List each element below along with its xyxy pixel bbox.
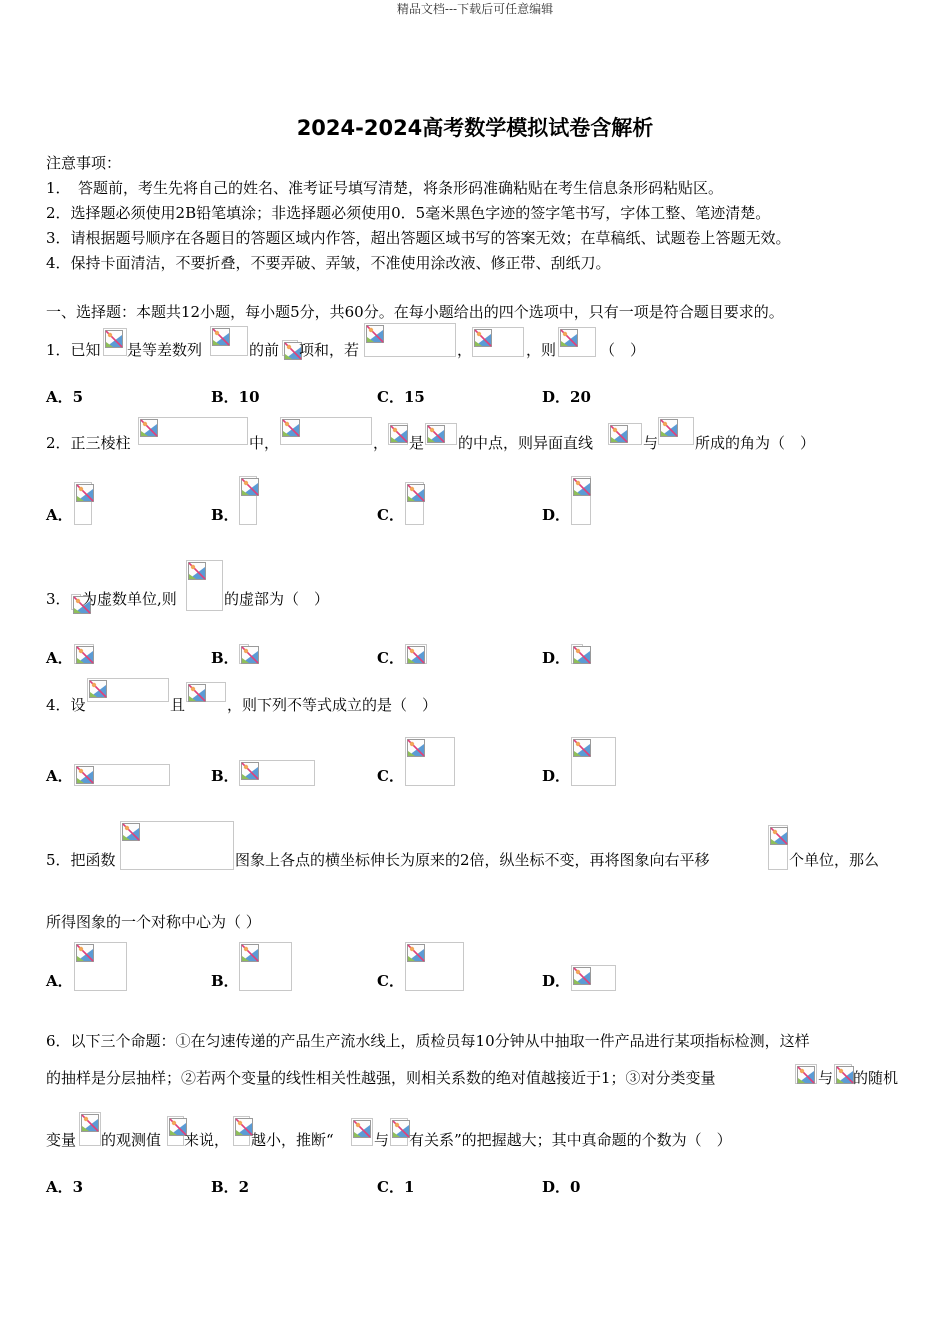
broken-image-icon xyxy=(427,425,445,443)
formula-image xyxy=(282,340,298,356)
q3-text-3: 的虚部为（ ） xyxy=(224,590,330,608)
q6-line-2c: 的随机 xyxy=(853,1069,899,1087)
notice-item-1: 1． 答题前，考生先将自己的姓名、准考证号填写清楚，将条形码准确粘贴在考生信息条形码粘贴区。 xyxy=(46,179,724,197)
formula-image xyxy=(71,594,81,610)
formula-image xyxy=(233,1116,250,1146)
q1-text-5: ， xyxy=(457,341,473,359)
formula-image xyxy=(795,1064,817,1084)
page-title: 2024-2024高考数学模拟试卷含解析 xyxy=(296,116,654,140)
q5-text-3: 个单位，那么 xyxy=(789,851,880,869)
q6-line-3e: 与 xyxy=(374,1131,390,1149)
broken-image-icon xyxy=(81,1114,99,1132)
formula-image xyxy=(74,644,94,664)
formula-image xyxy=(405,482,424,525)
page-header: 精品文档---下载后可任意编辑 xyxy=(396,2,554,16)
notice-item-4: 4．保持卡面清洁，不要折叠，不要弄破、弄皱，不准使用涂改液、修正带、刮纸刀。 xyxy=(46,254,611,272)
q6-option-a: A．3 xyxy=(46,1178,84,1196)
formula-image xyxy=(103,328,127,356)
formula-image xyxy=(239,644,249,664)
broken-image-icon xyxy=(407,944,425,962)
q1-text-4: 项和，若 xyxy=(299,341,360,359)
q2-option-c: C． xyxy=(377,506,404,524)
broken-image-icon xyxy=(76,484,94,502)
q6-line-2b: 与 xyxy=(818,1069,834,1087)
q3-option-a: A． xyxy=(46,649,73,667)
q5-text-2: 图象上各点的横坐标伸长为原来的2倍，纵坐标不变，再将图象向右平移 xyxy=(235,851,710,869)
q4-text-2: 且 xyxy=(170,696,186,714)
broken-image-icon xyxy=(573,739,591,757)
q5-option-b: B． xyxy=(211,972,239,990)
broken-image-icon xyxy=(188,684,206,702)
formula-image xyxy=(364,323,456,357)
q6-line-3c: 来说， xyxy=(184,1131,230,1149)
q1-text-6: ，则 xyxy=(526,341,557,359)
q6-option-c: C．1 xyxy=(377,1178,415,1196)
formula-image xyxy=(388,423,408,445)
formula-image xyxy=(768,825,788,870)
broken-image-icon xyxy=(573,646,591,664)
broken-image-icon xyxy=(407,484,425,502)
broken-image-icon xyxy=(770,827,788,845)
q5-text-4: 所得图象的一个对称中心为（ ） xyxy=(46,913,261,931)
broken-image-icon xyxy=(122,823,140,841)
broken-image-icon xyxy=(212,328,230,346)
formula-image xyxy=(405,644,427,664)
broken-image-icon xyxy=(188,562,206,580)
q4-text-3: ，则下列不等式成立的是（ ） xyxy=(227,696,438,714)
formula-image xyxy=(405,942,464,991)
q5-option-c: C． xyxy=(377,972,404,990)
q3-option-d: D． xyxy=(542,649,571,667)
q1-text-2: 是等差数列 xyxy=(127,341,203,359)
q3-option-b: B． xyxy=(211,649,239,667)
formula-image xyxy=(280,417,372,445)
q2-option-b: B． xyxy=(211,506,239,524)
broken-image-icon xyxy=(407,739,425,757)
q1-option-a: A．5 xyxy=(46,388,84,406)
formula-image xyxy=(425,423,457,445)
broken-image-icon xyxy=(241,944,259,962)
q4-option-c: C． xyxy=(377,767,404,785)
q2-text-7: 所成的角为（ ） xyxy=(695,434,816,452)
formula-image xyxy=(571,737,616,786)
broken-image-icon xyxy=(573,478,591,496)
formula-image xyxy=(138,417,248,445)
formula-image xyxy=(167,1116,184,1146)
formula-image xyxy=(74,764,170,786)
formula-image xyxy=(239,760,315,786)
q6-line-1: 6．以下三个命题：①在匀速传递的产品生产流水线上，质检员每10分钟从中抽取一件产品进行某项指标检测，这样 xyxy=(46,1032,810,1050)
formula-image xyxy=(351,1118,373,1146)
section-heading: 一、选择题：本题共12小题，每小题5分，共60分。在每小题给出的四个选项中，只有一项是符合题目要求的。 xyxy=(46,303,784,321)
q1-text-3: 的前 xyxy=(249,341,280,359)
formula-image xyxy=(558,327,596,357)
formula-image xyxy=(186,682,226,702)
q6-option-b: B．2 xyxy=(211,1178,250,1196)
broken-image-icon xyxy=(76,766,94,784)
q3-text-1: 3． xyxy=(46,590,71,608)
formula-image xyxy=(472,327,524,357)
q2-text-1: 2．正三棱柱 xyxy=(46,434,131,452)
broken-image-icon xyxy=(76,944,94,962)
formula-image xyxy=(87,678,169,702)
formula-image xyxy=(74,482,92,525)
formula-image xyxy=(239,476,257,525)
broken-image-icon xyxy=(366,325,384,343)
broken-image-icon xyxy=(660,419,678,437)
broken-image-icon xyxy=(407,646,425,664)
q1-option-c: C．15 xyxy=(377,388,425,406)
broken-image-icon xyxy=(282,419,300,437)
q2-text-3: ， xyxy=(373,434,389,452)
q6-line-3f: 有关系”的把握越大；其中真命题的个数为（ ） xyxy=(409,1131,732,1149)
broken-image-icon xyxy=(105,330,123,348)
q1-option-b: B．10 xyxy=(211,388,260,406)
q2-text-4: 是 xyxy=(409,434,425,452)
q1-option-d: D．20 xyxy=(542,388,591,406)
broken-image-icon xyxy=(89,680,107,698)
broken-image-icon xyxy=(241,762,259,780)
q4-text-1: 4．设 xyxy=(46,696,86,714)
q5-text-1: 5．把函数 xyxy=(46,851,116,869)
broken-image-icon xyxy=(797,1066,815,1084)
broken-image-icon xyxy=(392,1120,410,1138)
formula-image xyxy=(571,644,583,664)
broken-image-icon xyxy=(836,1066,854,1084)
formula-image xyxy=(834,1064,852,1084)
q4-option-a: A． xyxy=(46,767,73,785)
formula-image xyxy=(405,737,455,786)
broken-image-icon xyxy=(573,967,591,985)
notice-heading: 注意事项： xyxy=(46,154,122,172)
q6-line-3d: 越小，推断“ xyxy=(251,1131,334,1149)
q5-option-d: D． xyxy=(542,972,571,990)
notice-item-2: 2．选择题必须使用2B铅笔填涂；非选择题必须使用0．5毫米黑色字迹的签字笔书写，字体工整、笔迹清楚。 xyxy=(46,204,771,222)
q6-line-2a: 的抽样是分层抽样；②若两个变量的线性相关性越强，则相关系数的绝对值越接近于1；③对分类变量 xyxy=(46,1069,716,1087)
q2-text-2: 中， xyxy=(249,434,280,452)
formula-image xyxy=(571,476,591,525)
q6-line-3b: 的观测值 xyxy=(101,1131,162,1149)
formula-image xyxy=(120,821,234,870)
formula-image xyxy=(210,326,248,356)
q1-text-7: （ ） xyxy=(600,341,646,359)
q1-text-1: 1．已知 xyxy=(46,341,101,359)
broken-image-icon xyxy=(610,425,628,443)
broken-image-icon xyxy=(241,478,259,496)
q6-line-3a: 变量 xyxy=(46,1131,77,1149)
broken-image-icon xyxy=(474,329,492,347)
broken-image-icon xyxy=(241,646,259,664)
formula-image xyxy=(608,423,642,445)
q2-option-d: D． xyxy=(542,506,571,524)
q4-option-b: B． xyxy=(211,767,239,785)
q2-text-6: 与 xyxy=(643,434,659,452)
formula-image xyxy=(239,942,292,991)
broken-image-icon xyxy=(390,425,408,443)
q3-text-2: 为虚数单位,则 xyxy=(82,590,177,608)
broken-image-icon xyxy=(76,646,94,664)
broken-image-icon xyxy=(560,329,578,347)
q3-option-c: C． xyxy=(377,649,404,667)
notice-item-3: 3．请根据题号顺序在各题目的答题区域内作答，超出答题区域书写的答案无效；在草稿纸、试题卷上答题无效。 xyxy=(46,229,791,247)
formula-image xyxy=(186,560,223,611)
formula-image xyxy=(74,942,127,991)
broken-image-icon xyxy=(353,1120,371,1138)
formula-image xyxy=(571,965,616,991)
q5-option-a: A． xyxy=(46,972,73,990)
formula-image xyxy=(390,1118,408,1146)
broken-image-icon xyxy=(140,419,158,437)
q2-option-a: A． xyxy=(46,506,73,524)
q4-option-d: D． xyxy=(542,767,571,785)
formula-image xyxy=(658,417,694,445)
q6-option-d: D．0 xyxy=(542,1178,581,1196)
q2-text-5: 的中点，则异面直线 xyxy=(458,434,594,452)
formula-image xyxy=(79,1112,101,1146)
